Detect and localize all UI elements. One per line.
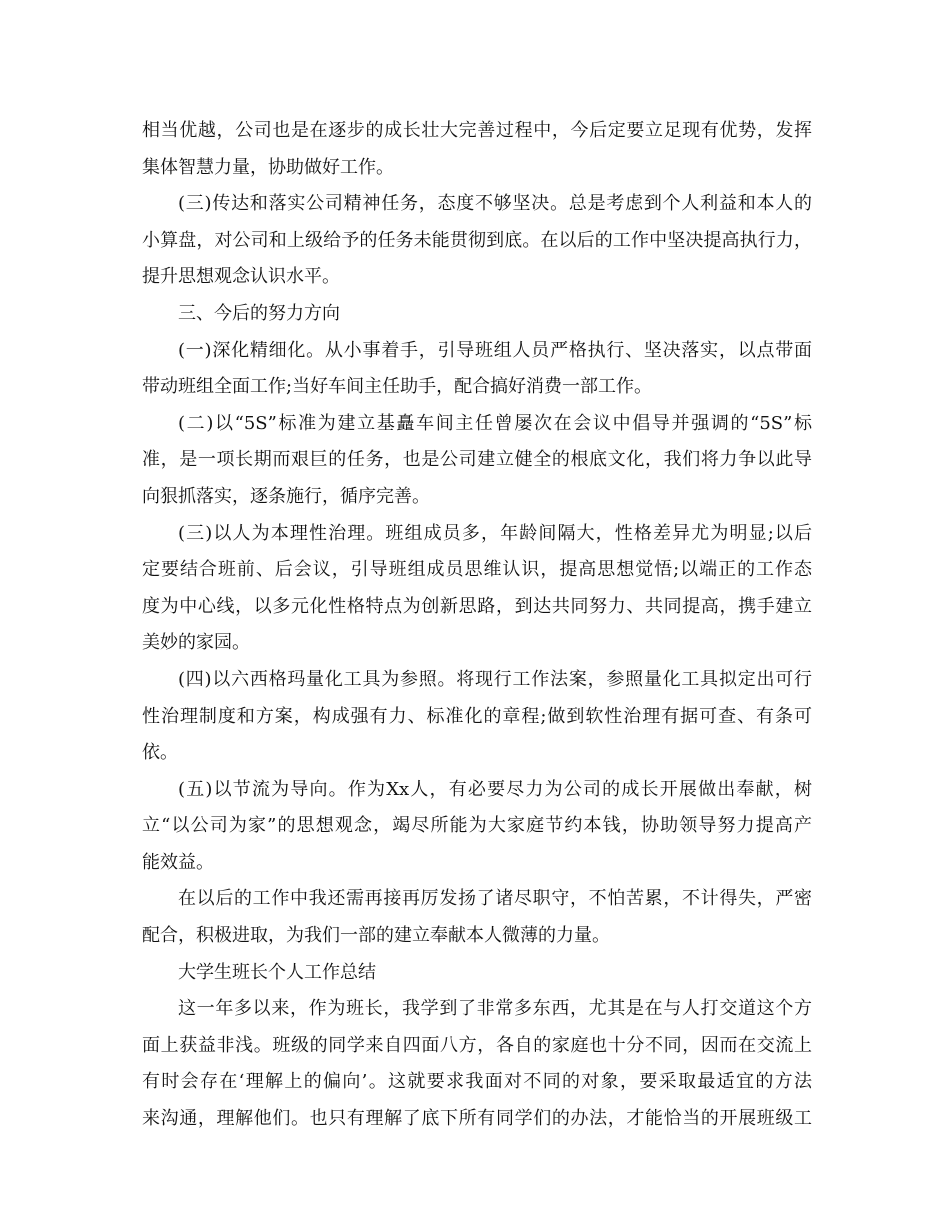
section-heading: 三、今后的努力方向 — [178, 302, 340, 324]
text-line: 相当优越，公司也是在逐步的成长壮大完善过程中，今后定要立足现有优势，发挥 — [142, 120, 812, 141]
text-line: 在以后的工作中我还需再接再厉发扬了诸尽职守，不怕苦累，不计得失，严密 — [178, 888, 812, 910]
text-line: (一)深化精细化。从小事着手，引导班组人员严格执行、坚决落实，以点带面 — [178, 339, 812, 361]
text-line: 向狠抓落实，逐条施行，循序完善。 — [142, 485, 430, 507]
document-body — [142, 113, 812, 1138]
text-line: 能效益。 — [142, 851, 214, 873]
text-line: 提升思想观念认识水平。 — [142, 266, 340, 288]
text-line: 面上获益非浅。班级的同学来自四面八方，各自的家庭也十分不同，因而在交流上 — [142, 1034, 812, 1056]
text-line: 集体智慧力量，协助做好工作。 — [142, 156, 394, 178]
text-line: 带动班组全面工作;当好车间主任助手，配合搞好消费一部工作。 — [142, 376, 653, 398]
text-line: (五)以节流为导向。作为Xx人，有必要尽力为公司的成长开展做出奉献，树 — [178, 778, 812, 800]
text-line: (三)以人为本理性治理。班组成员多，年龄间隔大，性格差异尤为明显;以后 — [178, 522, 812, 544]
text-line: (二)以“5S”标准为建立基矗车间主任曾屡次在会议中倡导并强调的“5S”标 — [178, 412, 812, 434]
text-line: 准，是一项长期而艰巨的任务，也是公司建立健全的根底文化，我们将力争以此导 — [142, 449, 812, 471]
text-line: 依。 — [142, 742, 178, 764]
text-line: 美妙的家园。 — [142, 632, 250, 654]
text-line: 小算盘，对公司和上级给予的任务未能贯彻到底。在以后的工作中坚决提高执行力， — [142, 229, 812, 251]
text-line: (四)以六西格玛量化工具为参照。将现行工作法案，参照量化工具拟定出可行 — [178, 668, 812, 690]
text-line: 这一年多以来，作为班长，我学到了非常多东西，尤其是在与人打交道这个方 — [178, 998, 812, 1020]
text-line: 配合，积极进取，为我们一部的建立奉献本人微薄的力量。 — [142, 925, 610, 947]
text-line: (三)传达和落实公司精神任务，态度不够坚决。总是考虑到个人利益和本人的 — [178, 193, 812, 215]
text-line: 定要结合班前、后会议，引导班组成员思维认识，提高思想觉悟;以端正的工作态 — [142, 559, 812, 581]
text-line: 立“以公司为家”的思想观念，竭尽所能为大家庭节约本钱，协助领导努力提高产 — [142, 815, 812, 837]
text-line: 度为中心线，以多元化性格特点为创新思路，到达共同努力、共同提高，携手建立 — [142, 595, 812, 617]
section-heading: 大学生班长个人工作总结 — [178, 961, 376, 983]
text-line: 来沟通，理解他们。也只有理解了底下所有同学们的办法，才能恰当的开展班级工 — [142, 1108, 812, 1130]
text-line: 有时会存在‘理解上的偏向’。这就要求我面对不同的对象，要采取最适宜的方法 — [142, 1071, 812, 1093]
text-line: 性治理制度和方案，构成强有力、标准化的章程;做到软性治理有据可查、有条可 — [142, 705, 812, 727]
